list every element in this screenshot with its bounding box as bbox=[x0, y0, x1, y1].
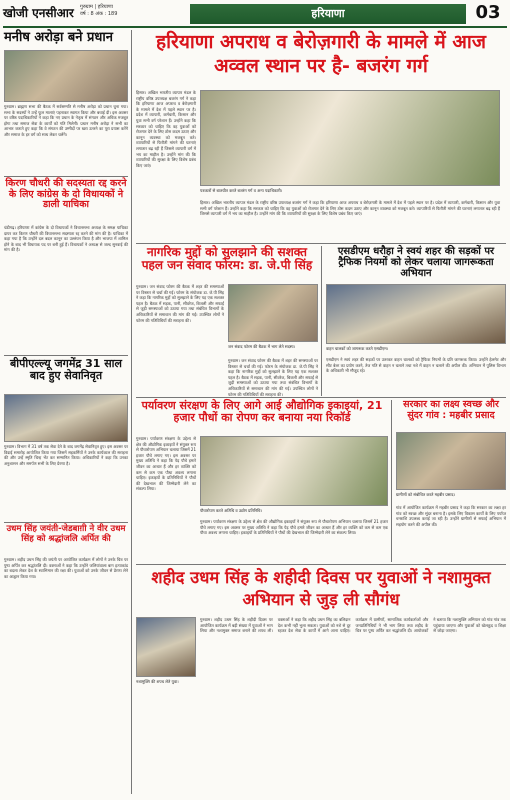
column-rule bbox=[391, 400, 392, 562]
story-env-body-2: गुरुग्राम। पर्यावरण संरक्षण के उद्देश्य से क्षेत्र की औद्योगिक इकाइयों ने संयुक्त रूप से पौधारोपण अभियान चलाया जिसमें 21 हजार पौधे लगाए गए। इस अवसर पर मुख्य अतिथि ने कहा कि पेड़ पौधे हमारे जीवन का आधार हैं और हर व्यक्ति को कम से कम एक पौधा अवश्य लगाना चाहिए। इकाइयों के प्रतिनिधियों ने पौधों की देखभाल की जिम्मेदारी लेने का संकल्प लिया। bbox=[200, 519, 388, 536]
page-number: 03 bbox=[475, 2, 501, 23]
story-left-top-body: गुरुग्राम। ब्राह्मण सभा की बैठक में सर्वसम्मति से मनीष अरोड़ा को प्रधान चुना गया। सभा के सदस्यों ने उन्हें फूल मालाएं पहनाकर स्वागत किया और बधाई दी। इस अवसर पर वरिष्ठ पदाधिकारियों ने कहा कि नए प्रधान के नेतृत्व में संगठन और अधिक मजबूत होगा तथा समाज सेवा के कार्यों को गति मिलेगी। प्रधान मनीष अरोड़ा ने सभी का आभार जताते हुए कहा कि वे संगठन की उम्मीदों पर खरा उतरने का पूरा प्रयास करेंगे और समाज के हर वर्ग को साथ लेकर चलेंगे। bbox=[4, 104, 128, 137]
story-env-caption: पौधारोपण करते अतिथि व उद्योग प्रतिनिधि। bbox=[200, 508, 263, 513]
story-traffic-caption: वाहन चालकों को जागरूक करते एसडीएम। bbox=[326, 346, 389, 351]
story-left-top-photo bbox=[4, 50, 128, 102]
story-left-mid-body: चंडीगढ़। हरियाणा में कांग्रेस के दो विधायकों ने विधानसभा अध्यक्ष के समक्ष याचिका दायर कर किरण चौधरी की विधानसभा सदस्यता रद्द करने की मांग की है। याचिका में कहा गया है कि उन्होंने दल बदल कानून का उल्लंघन किया है और भाजपा में शामिल होने के बाद भी विधायक पद पर बनी हुई हैं। विधायकों ने अध्यक्ष से जल्द सुनवाई की मांग की है। bbox=[4, 225, 128, 253]
story-civic-headline: नागरिक मुद्दों को सुलझाने की सशक्त पहल जन संवाद फोरम: डा. जे.पी सिंह bbox=[141, 245, 313, 273]
lead-body-col2: हिसार। अखिल भारतीय व्यापार मंडल के राष्ट्रीय वरिष्ठ उपाध्यक्ष बजरंग गर्ग ने कहा कि हरियाणा आज अपराध व बेरोज़गारी के मामले में देश में पहले स्थान पर है। प्रदेश में व्यापारी, कर्मचारी, किसान और युवा सभी वर्ग परेशान हैं। उन्होंने कहा कि सरकार को चाहिए कि वह युवाओं को रोजगार देने के लिए ठोस कदम उठाए और कानून व्यवस्था को मजबूत करे। व्यापारियों से फिरौती मांगने की घटनाएं लगातार बढ़ रही हैं जिससे व्यापारी वर्ग में भय का माहौल है। उन्होंने मांग की कि व्यापारियों की सुरक्षा के लिए विशेष प्रबंध किए जाएं। bbox=[200, 200, 500, 217]
story-village-headline: सरकार का लक्ष्य स्वच्छ और सुंदर गांव : महबीर प्रसाद bbox=[403, 399, 499, 421]
story-left-last-body: गुरुग्राम। शहीद उधम सिंह की जयंती पर आयोजित कार्यक्रम में लोगों ने उनके चित्र पर पुष्प अर्पित कर श्रद्धांजलि दी। वक्ताओं ने कहा कि उन्होंने जलियांवाला बाग हत्याकांड का बदला लेकर देश के स्वाभिमान की रक्षा की। युवाओं को उनके जीवन से प्रेरणा लेने का आह्वान किया गया। bbox=[4, 557, 128, 579]
lead-photo-caption: पत्रकारों से बातचीत करते बजरंग गर्ग व अन्य पदाधिकारी। bbox=[200, 188, 283, 193]
masthead-logo: खोजी एनसीआर bbox=[3, 6, 74, 20]
divider bbox=[4, 355, 128, 356]
column-rule bbox=[131, 30, 132, 794]
divider bbox=[136, 243, 506, 244]
story-village-caption: ग्रामीणों को संबोधित करते महबीर प्रसाद। bbox=[396, 492, 456, 497]
story-bottom-headline: शहीद उधम सिंह के शहीदी दिवस पर युवाओं ने नशामुक्त अभियान से जुड़ ली सौगंध bbox=[151, 568, 491, 609]
story-civic-body: गुरुग्राम। जन संवाद फोरम की बैठक में शहर की समस्याओं पर विस्तार से चर्चा की गई। फोरम के संयोजक डा. जे.पी सिंह ने कहा कि नागरिक मुद्दों को सुलझाने के लिए यह एक सशक्त पहल है। बैठक में सड़क, पानी, सीवरेज, बिजली और सफाई से जुड़ी समस्याओं को उठाया गया तथा संबंधित विभागों के अधिकारियों से समाधान की मांग की गई। उपस्थित लोगों ने फोरम की गतिविधियों की सराहना की। bbox=[136, 284, 224, 323]
story-civic-photo bbox=[228, 284, 318, 342]
lead-body-col1: हिसार। अखिल भारतीय व्यापार मंडल के राष्ट्रीय वरिष्ठ उपाध्यक्ष बजरंग गर्ग ने कहा कि हरियाणा आज अपराध व बेरोज़गारी के मामले में देश में पहले स्थान पर है। प्रदेश में व्यापारी, कर्मचारी, किसान और युवा सभी वर्ग परेशान हैं। उन्होंने कहा कि सरकार को चाहिए कि वह युवाओं को रोजगार देने के लिए ठोस कदम उठाए और कानून व्यवस्था को मजबूत करे। व्यापारियों से फिरौती मांगने की घटनाएं लगातार बढ़ रही हैं जिससे व्यापारी वर्ग में भय का माहौल है। उन्होंने मांग की कि व्यापारियों की सुरक्षा के लिए विशेष प्रबंध किए जाएं। bbox=[136, 90, 196, 168]
divider bbox=[136, 397, 506, 398]
story-traffic-photo bbox=[326, 284, 506, 344]
story-civic-body-2: गुरुग्राम। जन संवाद फोरम की बैठक में शहर की समस्याओं पर विस्तार से चर्चा की गई। फोरम के संयोजक डा. जे.पी सिंह ने कहा कि नागरिक मुद्दों को सुलझाने के लिए यह एक सशक्त पहल है। बैठक में सड़क, पानी, सीवरेज, बिजली और सफाई से जुड़ी समस्याओं को उठाया गया तथा संबंधित विभागों के अधिकारियों से समाधान की मांग की गई। उपस्थित लोगों ने फोरम की गतिविधियों की सराहना की। bbox=[228, 358, 318, 397]
lead-photo bbox=[200, 90, 500, 186]
divider bbox=[4, 522, 128, 523]
masthead-meta-line2: वर्ष : 8 अंक : 189 bbox=[80, 10, 118, 17]
masthead-meta bbox=[80, 4, 190, 24]
story-env-photo bbox=[200, 436, 388, 506]
story-civic-caption: जन संवाद फोरम की बैठक में भाग लेते सदस्य। bbox=[228, 344, 296, 349]
header-rule bbox=[3, 26, 507, 28]
story-left-mid-headline: किरण चौधरी की सदस्यता रद्द करने के लिए कांग्रेस के दो विधायकों ने डाली याचिका bbox=[5, 178, 127, 211]
story-left-bottom-photo bbox=[4, 394, 128, 442]
story-bottom-caption: नशामुक्ति की शपथ लेते युवा। bbox=[136, 679, 179, 684]
story-left-bottom-body: गुरुग्राम। विभाग में 31 वर्ष तक सेवा देने के बाद जगमेंद्र सेवानिवृत हुए। इस अवसर पर विदाई समारोह आयोजित किया गया जिसमें सहकर्मियों ने उनके कार्यकाल की सराहना की और उन्हें स्मृति चिन्ह भेंट कर सम्मानित किया। अधिकारियों ने कहा कि उनका अनुशासन और समर्पण सभी के लिए प्रेरणा है। bbox=[4, 444, 128, 466]
divider bbox=[136, 564, 506, 565]
story-bottom-body: गुरुग्राम। शहीद उधम सिंह के शहीदी दिवस पर आयोजित कार्यक्रम में बड़ी संख्या में युवाओं ने भाग लिया और नशामुक्त समाज बनाने की शपथ ली। वक्ताओं ने कहा कि शहीद उधम सिंह का बलिदान देश कभी नहीं भुला सकता। युवाओं को नशे से दूर रहकर देश सेवा के कार्यों में आगे आना चाहिए। कार्यक्रम में ग्रामीणों, सामाजिक कार्यकर्ताओं और जनप्रतिनिधियों ने भी भाग लिया तथा शहीद के चित्र पर पुष्प अर्पित कर श्रद्धांजलि दी। आयोजकों ने बताया कि नशामुक्ति अभियान को गांव गांव तक पहुंचाया जाएगा और युवाओं को खेलकूद व शिक्षा से जोड़ा जाएगा। bbox=[200, 617, 506, 634]
story-village-body: गांव में आयोजित कार्यक्रम में महबीर प्रसाद ने कहा कि सरकार का लक्ष्य हर गांव को स्वच्छ और सुंदर बनाना है। इसके लिए विकास कार्यों के लिए पर्याप्त धनराशि उपलब्ध कराई जा रही है। उन्होंने ग्रामीणों से सफाई अभियान में सहयोग करने की अपील की। bbox=[396, 505, 506, 527]
story-left-top-headline: मनीष अरोड़ा बने प्रधान bbox=[4, 30, 113, 45]
story-env-headline: पर्यावरण संरक्षण के लिए आगे आई औद्योगिक इकाइयां, 21 हजार पौधों का रोपण कर बनाया नया रिकॉर्ड bbox=[141, 399, 383, 425]
lead-headline: हरियाणा अपराध व बेरोज़गारी के मामले में आज अव्वल स्थान पर है- बजरंग गर्ग bbox=[156, 31, 486, 77]
story-bottom-photo bbox=[136, 617, 196, 677]
divider bbox=[4, 176, 128, 177]
story-traffic-headline: एसडीएम धरौहा ने स्वयं शहर की सड़कों पर ट्रैफिक नियमों को लेकर चलाया जागरूकता अभियान bbox=[337, 246, 495, 280]
column-rule bbox=[321, 246, 322, 396]
story-village-photo bbox=[396, 432, 506, 490]
story-traffic-body: एसडीएम ने स्वयं शहर की सड़कों पर उतरकर वाहन चालकों को ट्रैफिक नियमों के प्रति जागरूक किया। उन्होंने हेलमेट और सीट बेल्ट का प्रयोग करने, तेज गति से वाहन न चलाने तथा नशे में वाहन न चलाने की अपील की। अभियान में पुलिस विभाग के अधिकारी भी मौजूद रहे। bbox=[326, 357, 506, 374]
story-left-last-headline: उधम सिंह जयंती-जेडबाग़ी ने वीर उधम सिंह को श्रद्धांजलि अर्पित की bbox=[6, 524, 126, 544]
section-band: हरियाणा bbox=[190, 4, 466, 24]
story-env-body: गुरुग्राम। पर्यावरण संरक्षण के उद्देश्य से क्षेत्र की औद्योगिक इकाइयों ने संयुक्त रूप से पौधारोपण अभियान चलाया जिसमें 21 हजार पौधे लगाए गए। इस अवसर पर मुख्य अतिथि ने कहा कि पेड़ पौधे हमारे जीवन का आधार हैं और हर व्यक्ति को कम से कम एक पौधा अवश्य लगाना चाहिए। इकाइयों के प्रतिनिधियों ने पौधों की देखभाल की जिम्मेदारी लेने का संकल्प लिया। bbox=[136, 436, 197, 492]
masthead-meta-line1: गुरुग्राम | हरियाणा bbox=[80, 4, 113, 10]
story-left-bottom-headline: बीपीएल्ल्यू जगमेंद्र 31 साल बाद हुए सेवानिवृत bbox=[10, 357, 122, 383]
